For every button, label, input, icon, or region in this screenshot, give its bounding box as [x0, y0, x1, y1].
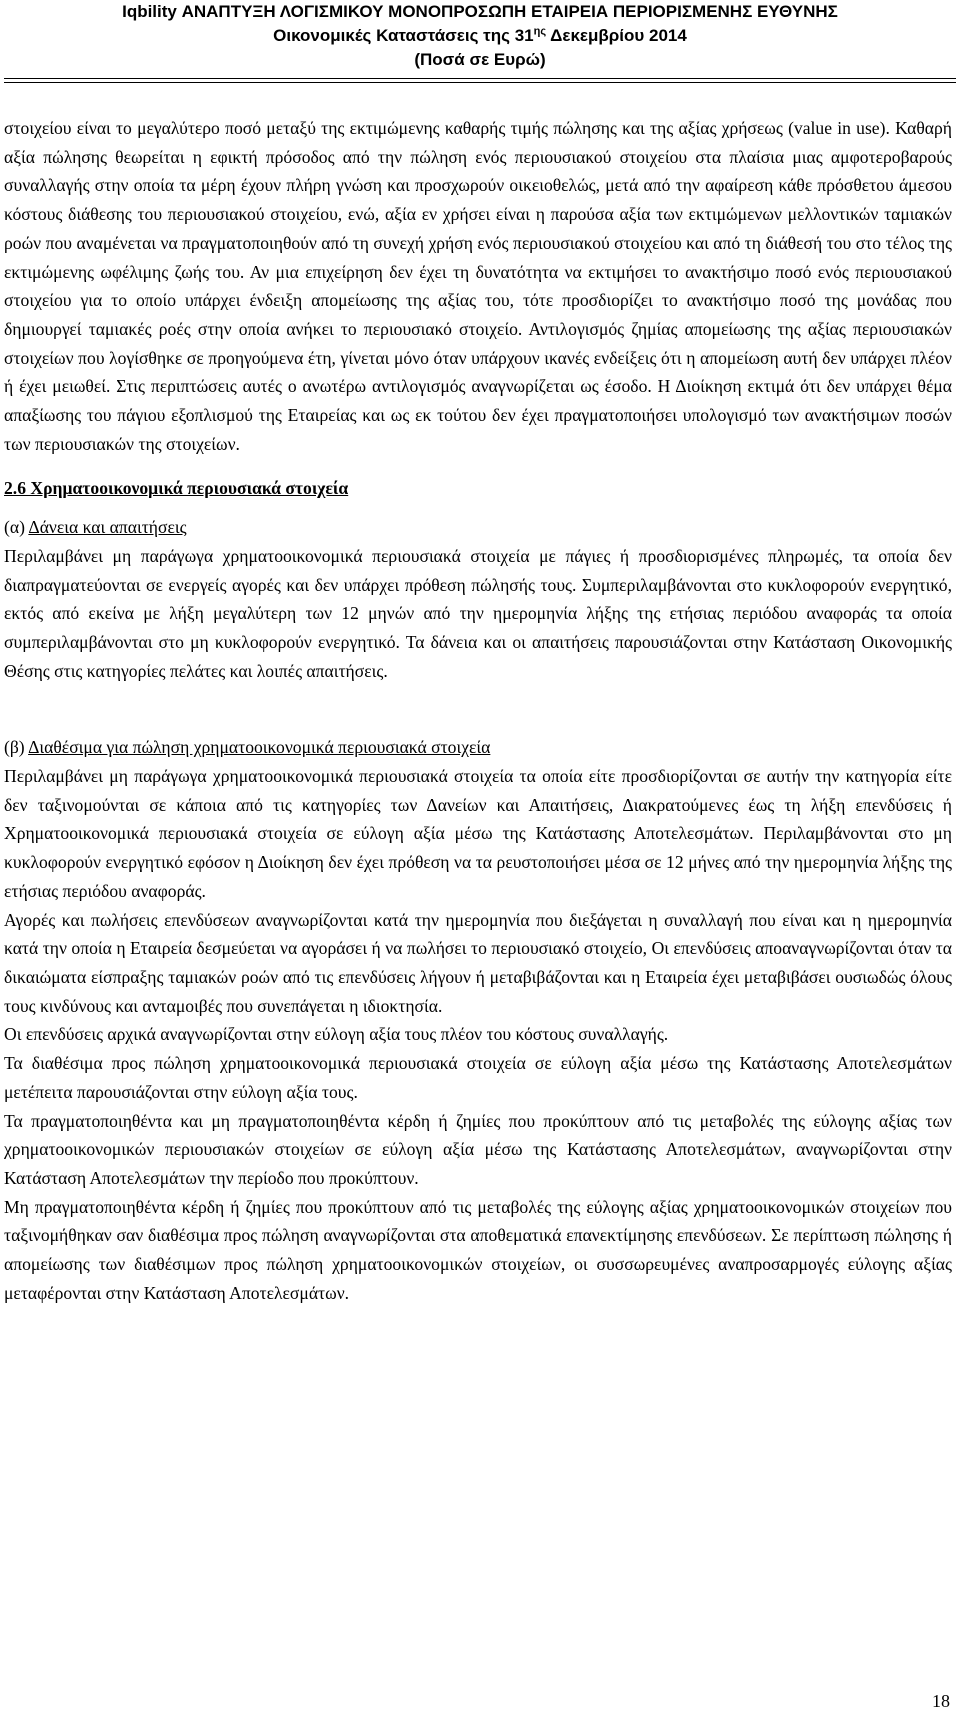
- subsection-a-title: Δάνεια και απαιτήσεις: [28, 517, 187, 538]
- company-name: Iqbility ΑΝΑΠΤΥΞΗ ΛΟΓΙΣΜΙΚΟΥ ΜΟΝΟΠΡΟΣΩΠΗ ΕΤΑΙΡΕΙΑ ΠΕΡΙΟΡΙΣΜΕΝΗΣ ΕΥΘΥΝΗΣ: [122, 2, 838, 21]
- subsection-b-paragraph: Οι επενδύσεις αρχικά αναγνωρίζονται στην εύλογη αξία τους πλέον του κόστους συναλλαγής.: [4, 1024, 669, 1045]
- subsection-a-paragraph: Περιλαμβάνει μη παράγωγα χρηματοοικονομικά περιουσιακά στοιχεία με πάγιες ή προσδιορισμένες πληρωμές, τα οποία δεν διαπραγματεύονται σε ενεργείς αγορές και δεν υπάρχει πρόθεση πώλησής τους. Συμπεριλαμβάνονται στο κυκλοφορούν ενεργητικό, εκτός από εκείνα με λήξη μεγαλύτερη των 12 μηνών από την ημερομηνία λήξης της ετήσιας περιόδου αναφοράς τα οποία συμπεριλαμβάνονται στο μη κυκλοφορούν ενεργητικό. Τα δάνεια και οι απαιτήσεις παρουσιάζονται στην Κατάσταση Οικονομικής Θέσης στις κατηγορίες πελάτες και λοιπές απαιτήσεις.: [4, 545, 952, 681]
- document-body: [4, 114, 952, 1307]
- page-number: 18: [932, 1691, 950, 1711]
- header-divider: [4, 78, 956, 83]
- currency-note: (Ποσά σε Ευρώ): [414, 50, 546, 69]
- subsection-b-paragraph: Περιλαμβάνει μη παράγωγα χρηματοοικονομικά περιουσιακά στοιχεία τα οποία είτε προσδιορίζονται σε αυτήν την κατηγορία είτε δεν ταξινομούνται σε κάποια από τις κατηγορίες των Δανείων και Απαιτήσεις, Διακρατούμενες έως τη λήξη επενδύσεις ή Χρηματοοικονομικά περιουσιακά στοιχεία σε εύλογη αξία μέσω της Κατάστασης Αποτελεσμάτων. Περιλαμβάνονται στο μη κυκλοφορούν ενεργητικό εφόσον η Διοίκηση δεν έχει πρόθεση να τα ρευστοποιήσει μέσα σε 12 μήνες από την ημερομηνία λήξης της ετήσιας περιόδου αναφοράς.: [4, 766, 952, 901]
- section-heading: 2.6 Χρηματοοικονομικά περιουσιακά στοιχεία: [4, 478, 349, 499]
- statements-title-prefix: Οικονομικές Καταστάσεις της 31: [273, 26, 534, 45]
- subsection-a-prefix: (α): [4, 517, 29, 538]
- subsection-b-heading: [4, 733, 952, 762]
- subsection-b-paragraph: Μη πραγματοποιηθέντα κέρδη ή ζημίες που προκύπτουν από τις μεταβολές της εύλογης αξίας χρηματοοικονομικών στοιχείων που ταξινομήθηκαν σαν διαθέσιμα προς πώληση αναγνωρίζονται στα αποθεματικά επανεκτίμησης επενδύσεων. Σε περίπτωση πώλησης ή απομείωσης των διαθέσιμων προς πώληση χρηματοοικονομικών στοιχείων, οι συσσωρευμένες αναπροσαρμογές εύλογης αξίας μεταφέρονται στην Κατάσταση Αποτελεσμάτων.: [4, 1196, 952, 1303]
- page-header: [0, 0, 960, 72]
- subsection-b-paragraph: Τα διαθέσιμα προς πώληση χρηματοοικονομικά περιουσιακά στοιχεία σε εύλογη αξία μέσω της Κατάστασης Αποτελεσμάτων μετέπειτα παρουσιάζονται στην εύλογη αξία τους.: [4, 1053, 952, 1102]
- statements-title-superscript: ης: [533, 25, 547, 38]
- subsection-b-paragraph: Αγορές και πωλήσεις επενδύσεων αναγνωρίζονται κατά την ημερομηνία που διεξάγεται η συναλλαγή που είναι και η ημερομηνία κατά την οποία η Εταιρεία δεσμεύεται να αγοράσει ή να πωλήσει το περιουσιακό στοιχείο, Οι επενδύσεις αποαναγνωρίζονται όταν τα δικαιώματα είσπραξης ταμιακών ροών από τις επενδύσεις λήγουν ή μεταβιβάζονται και η Εταιρεία έχει μεταβιβάσει ουσιωδώς όλους τους κινδύνους και ανταμοιβές που συνεπάγεται η ιδιοκτησία.: [4, 909, 952, 1016]
- subsection-b-prefix: (β): [4, 737, 29, 758]
- statements-title-suffix: Δεκεμβρίου 2014: [546, 26, 687, 45]
- subsection-a-heading: [4, 513, 952, 542]
- subsection-b-title: Διαθέσιμα για πώληση χρηματοοικονομικά περιουσιακά στοιχεία: [28, 737, 491, 758]
- intro-paragraph: στοιχείου είναι το μεγαλύτερο ποσό μεταξύ της εκτιμώμενης καθαρής τιμής πώλησης και της αξίας χρήσεως (value in use). Καθαρή αξία πώλησης θεωρείται η εφικτή πρόσοδος από την πώληση ενός περιουσιακού στοιχείου στα πλαίσια μιας αμφοτεροβαρούς συναλλαγής στην οποία τα μέρη έχουν πλήρη γνώση και προσχωρούν οικειοθελώς, μετά από την αφαίρεση κάθε πρόσθετου άμεσου κόστους διάθεσης του περιουσιακού στοιχείου, ενώ, αξία εν χρήσει είναι η παρούσα αξία των εκτιμώμενων μελλοντικών ταμιακών ροών που αναμένεται να πραγματοποιηθούν από τη συνεχή χρήση ενός περιουσιακού στοιχείου και από τη διάθεσή του στο τέλος της εκτιμώμενης ωφέλιμης ζωής του. Αν μια επιχείρηση δεν έχει τη δυνατότητα να εκτιμήσει το ανακτήσιμο ποσό ενός περιουσιακού στοιχείου για το οποίο υπάρχει ένδειξη απομείωσης της αξίας του, τότε προσδιορίζει το ανακτήσιμο ποσό της μονάδας που δημιουργεί ταμιακές ροές στην οποία ανήκει το περιουσιακό στοιχείο. Αντιλογισμός ζημίας απομείωσης της αξίας περιουσιακών στοιχείων που λογίσθηκε σε προηγούμενα έτη, γίνεται μόνο όταν υπάρχουν ικανές ενδείξεις ότι η απομείωση αυτή δεν υπάρχει πλέον ή έχει μειωθεί. Στις περιπτώσεις αυτές ο ανωτέρω αντιλογισμός αναγνωρίζεται ως έσοδο. Η Διοίκηση εκτιμά ότι δεν υπάρχει θέμα απαξίωσης του πάγιου εξοπλισμού της Εταιρείας και ως εκ τούτου δεν έχει πραγματοποιήσει υπολογισμό των ανακτήσιμων ποσών των περιουσιακών της στοιχείων.: [4, 118, 952, 454]
- subsection-b-paragraph: Τα πραγματοποιηθέντα και μη πραγματοποιηθέντα κέρδη ή ζημίες που προκύπτουν από τις μεταβολές της εύλογης αξίας των χρηματοοικονομικών περιουσιακών στοιχείων σε εύλογη αξία μέσω της Κατάστασης Αποτελεσμάτων, αναγνωρίζονται στην Κατάσταση Αποτελεσμάτων την περίοδο που προκύπτουν.: [4, 1110, 952, 1188]
- statements-title: [0, 24, 960, 48]
